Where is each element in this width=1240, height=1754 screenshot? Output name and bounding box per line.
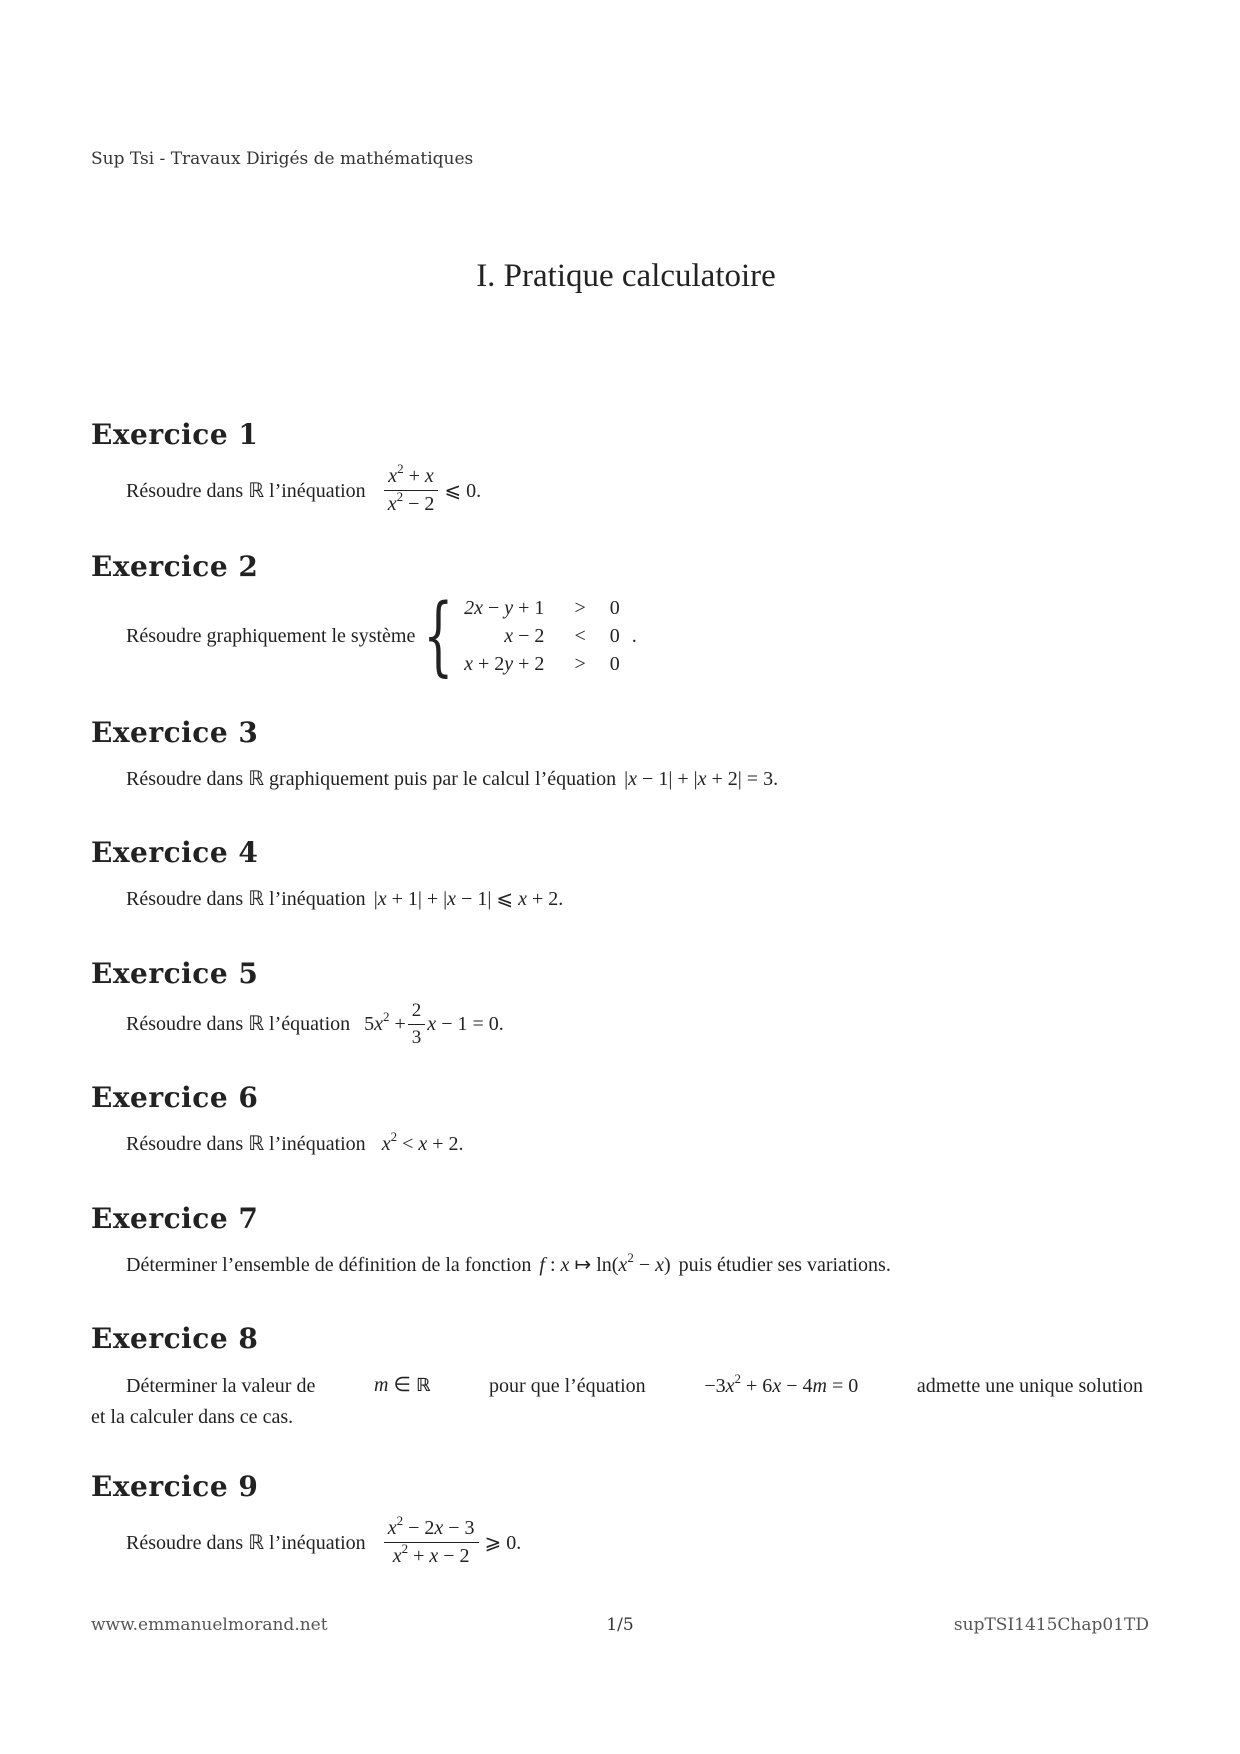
- footer-website: www.emmanuelmorand.net: [91, 1615, 328, 1635]
- statement-text: admette une unique solution: [916, 1374, 1143, 1397]
- system-brace: {: [423, 586, 454, 686]
- exercise-heading: Exercice 2: [91, 550, 259, 583]
- statement-text: Déterminer la valeur de: [126, 1374, 316, 1397]
- running-head: Sup Tsi - Travaux Dirigés de mathématiques: [91, 149, 474, 169]
- exercise-1: [91, 418, 1151, 516]
- exercise-2: [91, 550, 1151, 686]
- exercise-statement: [91, 763, 1151, 795]
- math-expression: m ∈ ℝ: [374, 1374, 431, 1396]
- statement-text: puis étudier ses variations.: [678, 1254, 891, 1276]
- statement-text: Résoudre dans ℝ l’inéquation: [126, 1531, 366, 1554]
- math-expression: x − 1 = 0.: [427, 1013, 504, 1036]
- math-expression: |x − 1| + |x + 2| = 3.: [624, 768, 779, 790]
- exercise-7: [91, 1202, 1151, 1281]
- page-title: I. Pratique calculatoire: [476, 258, 776, 294]
- statement-text: Résoudre dans ℝ l’équation: [126, 1013, 351, 1036]
- exercise-5: [91, 957, 1151, 1049]
- statement-text: et la calculer dans ce cas.: [91, 1406, 294, 1428]
- math-expression: $-3x^2 + 6x - 4m = 0$: [704, 1370, 859, 1397]
- math-expression: $x^2 < x + 2$.: [381, 1129, 464, 1155]
- exercise-statement: [91, 1369, 1151, 1432]
- exercise-heading: Exercice 4: [91, 836, 259, 869]
- exercise-heading: Exercice 8: [91, 1322, 259, 1355]
- exercise-heading: Exercice 3: [91, 716, 259, 749]
- exercise-8: [91, 1322, 1151, 1432]
- exercise-heading: Exercice 7: [91, 1202, 259, 1235]
- statement-text: pour que l’équation: [489, 1374, 646, 1397]
- math-expression: ⩾ 0.: [484, 1531, 522, 1554]
- statement-text: Résoudre dans ℝ l’inéquation: [126, 479, 366, 502]
- footer-document-id: supTSI1415Chap01TD: [953, 1615, 1149, 1635]
- statement-text: Résoudre dans ℝ l’inéquation: [126, 1133, 366, 1155]
- exercise-heading: Exercice 9: [91, 1470, 259, 1503]
- footer-page-number: 1/5: [606, 1615, 634, 1635]
- exercise-statement: [91, 1513, 1151, 1568]
- statement-text: Déterminer l’ensemble de définition de la fonction: [126, 1254, 532, 1276]
- math-expression: |x + 1| + |x − 1| ⩽ x + 2.: [373, 888, 564, 910]
- exercise-statement: Résoudre graphiquement le système { 2x − y + 1 > 0 x − 2 < 0 x + 2y + 2 > 0 .: [126, 586, 637, 686]
- exercise-9: [91, 1470, 1151, 1568]
- statement-text: Résoudre dans ℝ l’inéquation: [126, 888, 366, 910]
- exercise-statement: [91, 883, 1151, 915]
- math-expression: $5x^2$ +: [364, 1009, 406, 1036]
- exercise-heading: Exercice 6: [91, 1081, 259, 1114]
- math-fraction: $\frac{x^2 - 2x - 3}{x^2 + x - 2}$: [384, 1517, 479, 1568]
- exercise-statement: [91, 1128, 1151, 1160]
- exercise-statement: [91, 461, 1151, 516]
- exercise-statement: [91, 1249, 1151, 1281]
- exercise-heading: Exercice 5: [91, 957, 259, 990]
- math-fraction: $\frac{2}{3}$: [408, 1000, 426, 1049]
- exercise-6: [91, 1081, 1151, 1160]
- statement-text: Résoudre dans ℝ graphiquement puis par le calcul l’équation: [126, 768, 617, 790]
- exercise-4: [91, 836, 1151, 915]
- exercise-3: [91, 716, 1151, 795]
- exercise-heading: Exercice 1: [91, 418, 259, 451]
- math-expression: ⩽ 0.: [444, 479, 482, 502]
- math-fraction: $\frac{x^2 + x}{x^2 - 2}$: [384, 465, 439, 516]
- statement-text: Résoudre graphiquement le système: [126, 625, 416, 647]
- math-expression: f : x ↦ $\ln(x^2 - x)$: [539, 1250, 671, 1276]
- inequality-system: 2x − y + 1 > 0 x − 2 < 0 x + 2y + 2 > 0: [464, 597, 620, 675]
- exercise-statement: [91, 1000, 1151, 1049]
